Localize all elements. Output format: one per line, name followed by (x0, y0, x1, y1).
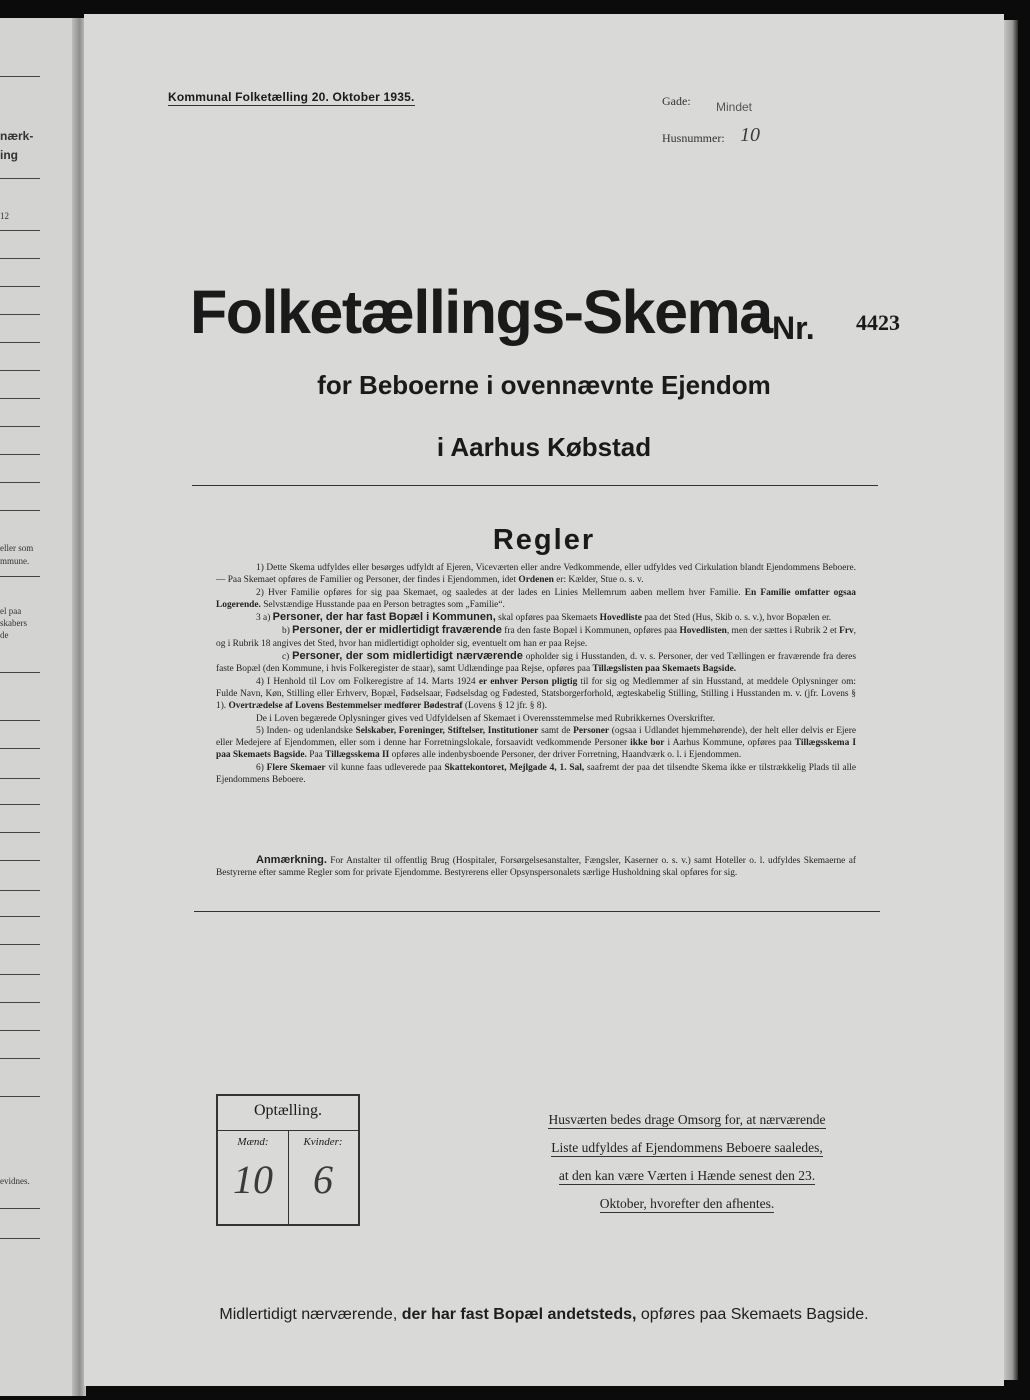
rule-line (0, 974, 40, 975)
left-fragment: skabers (0, 618, 27, 628)
divider (192, 485, 878, 486)
rule-line (0, 804, 40, 805)
rule-4: 4) I Henhold til Lov om Folkeregistre af 14. Marts 1924 er enhver Person pligtig til for sig og Medlemmer af sin Husstand, at meddele Oplysninger om: Fulde Navn, Køn, Stilling eller Erhverv, Bopæl, Fødselsaar, Fødselsdag og Fødested, Statsborgerforhold, ægteskabelig Stilling, Stilling i Husstanden m. v. (jfr. Lovens § 1). Overtrædelse af Lovens Bestemmelser medfører Bødestraf (Lovens § 12 jfr. § 8). (216, 676, 857, 712)
rule-line (0, 482, 40, 483)
rule-line (0, 258, 40, 259)
house-number-value: 10 (740, 124, 760, 146)
rule-line (0, 1002, 40, 1003)
rule-4-note: De i Loven begærede Oplysninger gives ved Udfyldelsen af Skemaet i Overensstemmelse med Rubrikkernes Overskrifter. (256, 713, 715, 724)
divider (194, 911, 880, 912)
rule-line (0, 1058, 40, 1059)
remark (216, 854, 856, 880)
rule-line (0, 890, 40, 891)
rules-heading: Regler (492, 524, 596, 556)
census-form-page (84, 14, 1004, 1386)
street-label: Gade: (662, 94, 691, 108)
rule-line (0, 398, 40, 399)
count-box (216, 1094, 360, 1226)
rule-3b: b) Personer, der er midlertidigt fraværende fra den faste Bopæl i Kommunen, opføres paa Hovedlisten, men der sættes i Rubrik 2 et Frv, og i Rubrik 18 angives det Sted, hvor han midlertidigt opholder sig, eventuelt om han er paa Rejse. (216, 624, 857, 649)
rule-line (0, 230, 40, 231)
rule-5: 5) Inden- og udenlandske Selskaber, Foreninger, Stiftelser, Institutioner samt de Personer (ogsaa i Udlandet hjemmehørende), der helt eller delvis er Ejere eller Medejere af Ejendommen, eller som i denne har Forretningslokale, forsaavidt vedkommende Personer ikke bor i Aarhus Kommune, opføres paa Tillægsskema I paa Skemaets Bagside. Paa Tillægsskema II opføres alle indenbysboende Personer, der driver Forretning, Haandværk o. l. i Ejendommen. (216, 725, 856, 761)
rule-3a: 3 a) Personer, der har fast Bopæl i Kommunen, skal opføres paa Skemaets Hovedliste paa det Sted (Hus, Skib o. s. v.), hvor Bopælen er. (256, 611, 832, 624)
house-number-label: Husnummer: (662, 131, 725, 145)
left-fragment: eller som (0, 543, 34, 553)
women-label: Kvinder: (303, 1136, 343, 1148)
rule-line (0, 314, 40, 315)
rule-3c: c) Personer, der som midlertidigt nærværende opholder sig i Husstanden, d. v. s. Personer, der ved Tællingen er fraværende fra deres faste Bopæl (den Kommune, i hvis Folkeregister de staar), samt Udlændinge paa Rejse, opføres paa Tillægslisten paa Skemaets Bagside. (216, 650, 856, 675)
rule-line (0, 778, 40, 779)
rule-line (0, 454, 40, 455)
notice-line: Husværten bedes drage Omsorg for, at nærværende (548, 1112, 826, 1127)
form-subtitle-city: i Aarhus Købstad (436, 432, 652, 462)
left-fragment: mmune. (0, 556, 30, 566)
rules-text (216, 562, 856, 786)
notice-line: Oktober, hvorefter den afhentes. (599, 1196, 775, 1211)
form-title: Folketællings-Skema (190, 278, 772, 346)
rule-line (0, 944, 40, 945)
left-fragment: 12 (0, 211, 9, 221)
left-fragment: evidnes. (0, 1176, 30, 1186)
rule-line (0, 286, 40, 287)
women-count: 6 (313, 1157, 333, 1202)
page-edge (1004, 20, 1018, 1380)
rule-line (0, 720, 40, 721)
remark-text: For Anstalter til offentlig Brug (Hospitaler, Forsørgelsesanstalter, Fængsler, Kaserner o. s. v.) samt Hoteller o. l. udfyldes Skemaerne af Bestyrerne efter samme Regler som for private Ejendomme. Bestyrerens eller Opsynspersonalets særlige Husholdning skal opføres for sig. (216, 856, 856, 879)
street-value: Mindet (716, 100, 753, 114)
count-title: Optælling. (253, 1102, 322, 1119)
men-count: 10 (233, 1157, 273, 1202)
rule-line (0, 672, 40, 673)
rule-line (0, 1096, 40, 1097)
left-fragment: el paa (0, 606, 22, 616)
adjacent-page-left (0, 18, 80, 1396)
rule-line (0, 426, 40, 427)
rule-line (0, 860, 40, 861)
form-number-value: 4423 (856, 310, 900, 335)
rule-line (0, 576, 40, 577)
census-title: Kommunal Folketælling 20. Oktober 1935. (168, 90, 415, 104)
rule-line (0, 1208, 40, 1209)
rule-line (0, 748, 40, 749)
rule-line (0, 510, 40, 511)
rule-2: 2) Hver Familie opføres for sig paa Skemaet, og saaledes at der lades en Linies Mellemrum aaben mellem hver Familie. En Familie omfatter ogsaa Logerende. Selvstændige Husstande paa en Person betragtes som „Familie“. (216, 587, 856, 610)
rule-line (0, 342, 40, 343)
rule-line (0, 1030, 40, 1031)
rule-line (0, 370, 40, 371)
footer-note: Midlertidigt nærværende, der har fast Bopæl andetsteds, opføres paa Skemaets Bagside. (219, 1306, 869, 1323)
rule-line (0, 916, 40, 917)
rule-1: 1) Dette Skema udfyldes eller besørges udfyldt af Ejeren, Viceværten eller andre Vedkommende, eller udfyldes ved Cirkulation blandt Ejendommens Beboere. — Paa Skemaet opføres de Familier og Personer, der findes i Ejendommen, idet Ordenen er: Kælder, Stue o. s. v. (216, 563, 856, 586)
left-fragment: ing (0, 148, 18, 162)
notice-line: Liste udfyldes af Ejendommens Beboere saaledes, (551, 1140, 823, 1155)
rule-line (0, 832, 40, 833)
rule-6: 6) Flere Skemaer vil kunne faas udleverede paa Skattekontoret, Mejlgade 4, 1. Sal, saafremt der paa det tilsendte Skema ikke er tilstrækkelig Plads til alle Ejendommens Beboere. (216, 762, 857, 786)
remark-label: Anmærkning. (256, 854, 327, 866)
form-number-label: Nr. (772, 310, 815, 346)
rule-line (0, 76, 40, 77)
notice-line: at den kan være Værten i Hænde senest den 23. (558, 1168, 816, 1183)
rule-line (0, 1238, 40, 1239)
men-label: Mænd: (237, 1136, 269, 1148)
form-subtitle: for Beboerne i ovennævnte Ejendom (317, 370, 771, 400)
rule-line (0, 178, 40, 179)
left-fragment: de (0, 630, 9, 640)
landlord-notice (512, 1112, 862, 1224)
left-fragment: nærk- (0, 129, 34, 143)
